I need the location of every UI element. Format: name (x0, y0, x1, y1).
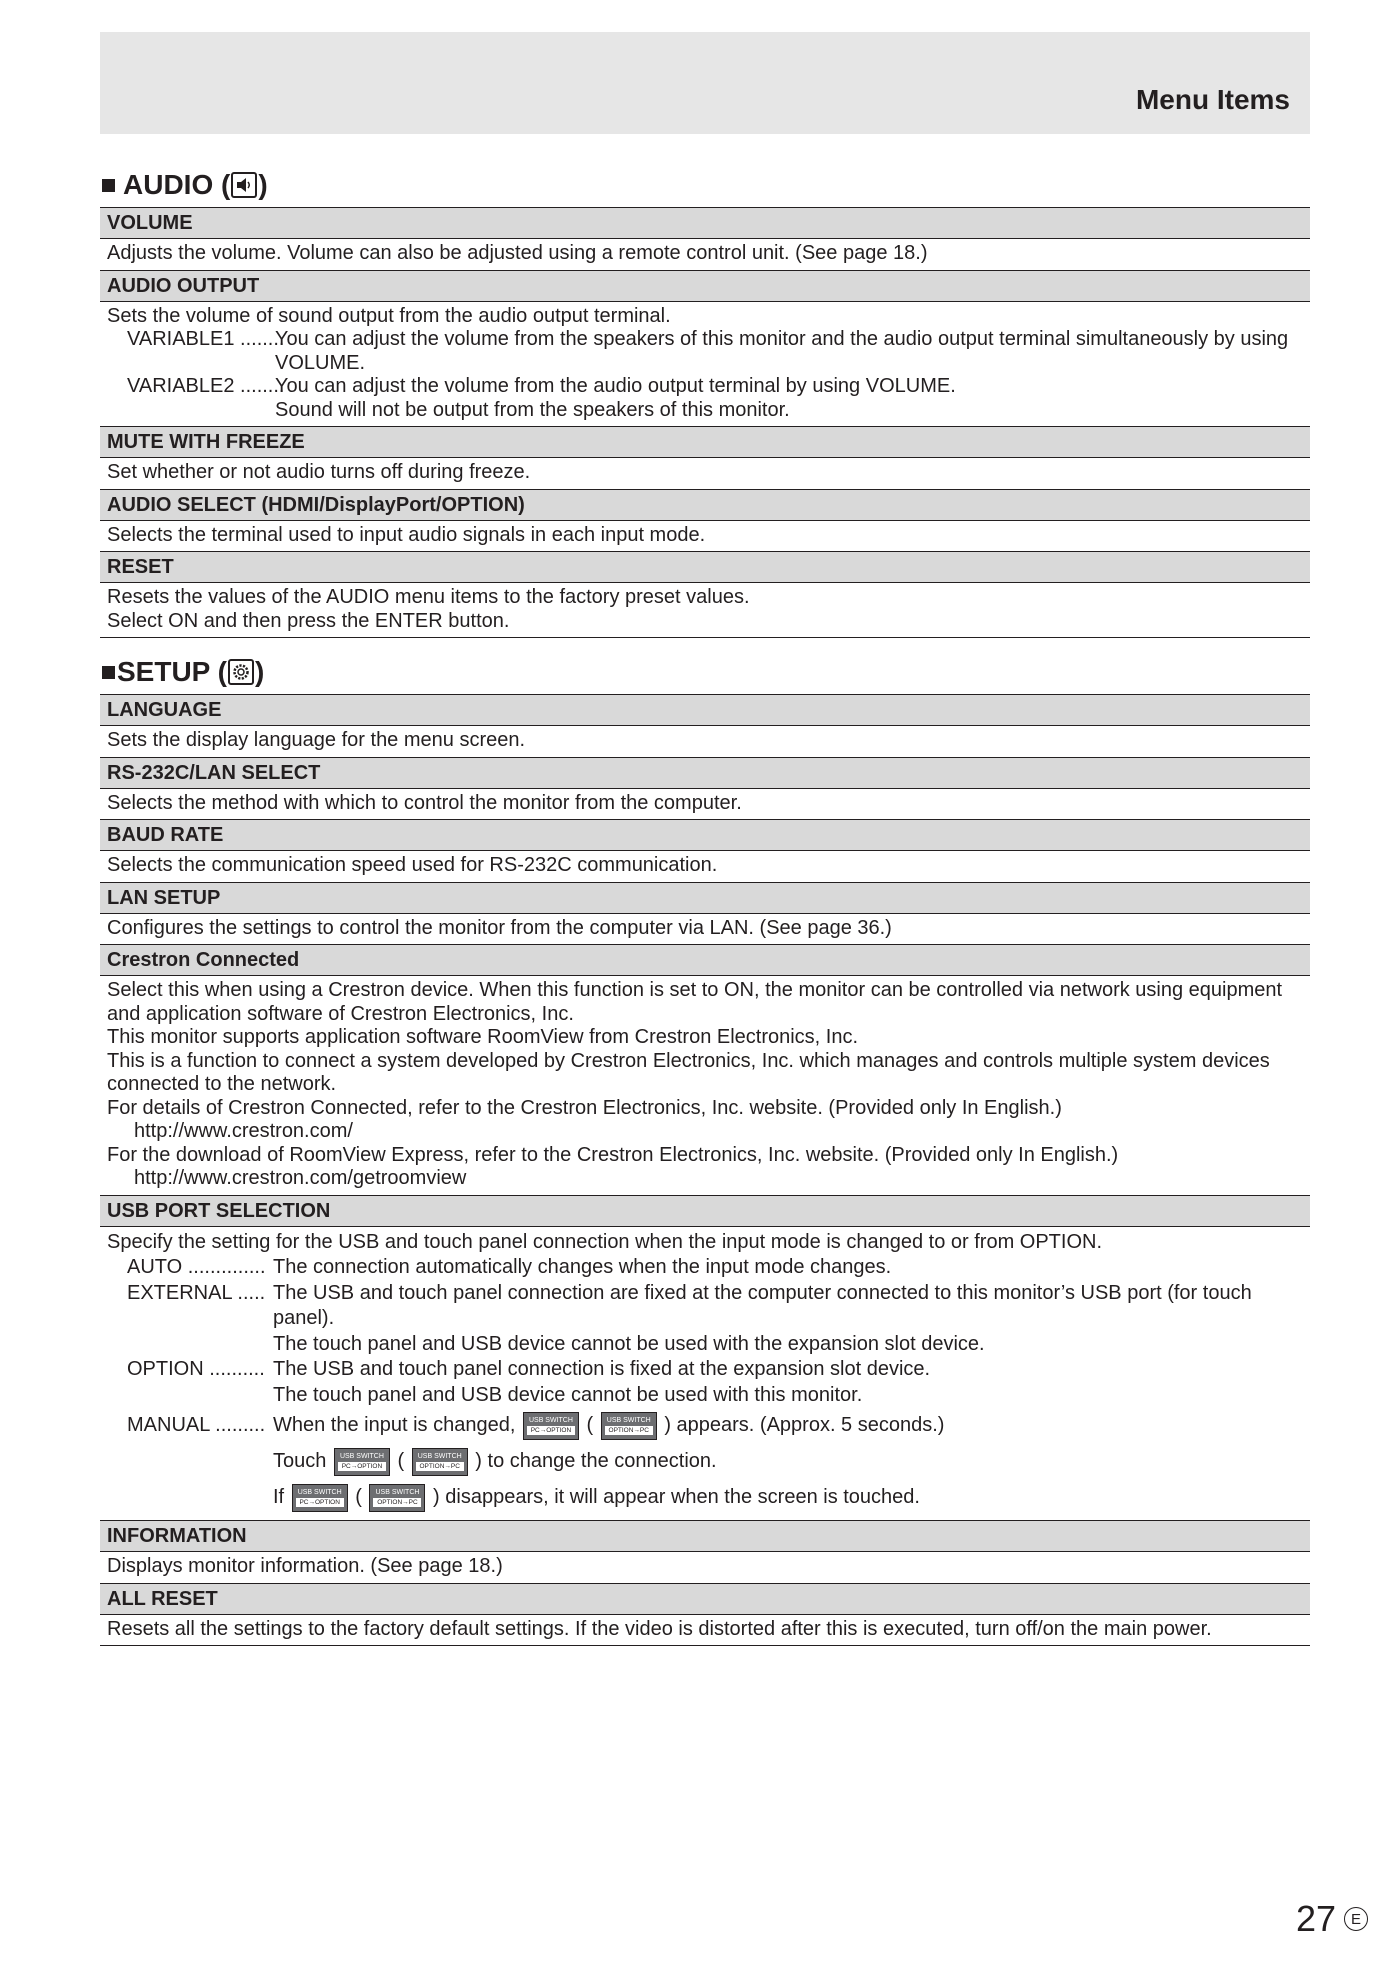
roomview-url-link: http://www.crestron.com/getroomview (134, 1167, 467, 1189)
item-body-rs232c: Selects the method with which to control the monitor from the computer. (100, 788, 1310, 820)
item-head-mute: MUTE WITH FREEZE (100, 426, 1310, 457)
setup-section-title: SETUP ( ) (100, 650, 1310, 694)
item-body-all-reset: Resets all the settings to the factory default settings. If the video is distorted after this is executed, turn off/on the main power. (100, 1614, 1310, 1647)
speaker-icon (231, 172, 257, 198)
setup-section (100, 650, 1310, 1646)
item-body-reset: Resets the values of the AUDIO menu items to the factory preset values. Select ON and then press the ENTER button. (100, 582, 1310, 638)
item-body-language: Sets the display language for the menu screen. (100, 725, 1310, 757)
page-number: 27 E (1296, 1898, 1368, 1940)
usb-switch-option-pc-button: USB SWITCH OPTION→PC (412, 1448, 468, 1476)
item-body-audio-select: Selects the terminal used to input audio signals in each input mode. (100, 520, 1310, 552)
audio-section-title: AUDIO ( ) (100, 163, 1310, 207)
crestron-url-link: http://www.crestron.com/ (134, 1120, 353, 1142)
item-head-audio-select: AUDIO SELECT (HDMI/DisplayPort/OPTION) (100, 489, 1310, 520)
bullet-square-icon (102, 666, 115, 679)
item-head-information: INFORMATION (100, 1520, 1310, 1551)
item-head-audio-output: AUDIO OUTPUT (100, 270, 1310, 301)
item-body-volume: Adjusts the volume. Volume can also be adjusted using a remote control unit. (See page 18.) (100, 238, 1310, 270)
usb-switch-pc-option-button: USB SWITCH PC→OPTION (292, 1484, 348, 1512)
item-body-usb-port: Specify the setting for the USB and touch panel connection when the input mode is changed to or from OPTION. AUTO .............. The connection automatically changes when the input mode changes. EXTERNAL ..... The USB and touch panel connection are fixed at the computer connected to this monitor’s USB port (for touch panel). The touch panel and USB device cannot be used with the expansion slot device. OPTION .......... The USB and touch panel connection is fixed at the expansion slot device. The touch panel and USB device cannot be used with this monitor. MANUAL ......... When the input is changed, USB SWITCH PC→OPTION ( USB SWITCH OPTION→PC ) appears. (Approx. 5 seconds.) Touch USB SWITCH PC→OPTION ( USB SWITCH OPTION→PC ) to change the connection. If USB SWITCH PC→OPTION ( USB SWITCH OPTION→PC ) disappears, it will appear when the screen is touched. (100, 1226, 1310, 1521)
page-title: Menu Items (1135, 84, 1290, 115)
usb-switch-pc-option-button: USB SWITCH PC→OPTION (334, 1448, 390, 1476)
item-body-information: Displays monitor information. (See page 18.) (100, 1551, 1310, 1583)
usb-switch-pc-option-button: USB SWITCH PC→OPTION (523, 1412, 579, 1440)
page-header (100, 32, 1310, 134)
item-head-language: LANGUAGE (100, 694, 1310, 725)
item-body-audio-output: Sets the volume of sound output from the audio output terminal. VARIABLE1 ........ You can adjust the volume from the speakers of this monitor and the audio output terminal simultaneously by using VOLUME. VARIABLE2 ........ You can adjust the volume from the audio output terminal by using VOLUME. Sound will not be output from the speakers of this monitor. (100, 301, 1310, 427)
item-head-lan-setup: LAN SETUP (100, 882, 1310, 913)
language-badge: E (1344, 1907, 1368, 1931)
gear-icon (228, 659, 254, 685)
item-body-lan-setup: Configures the settings to control the monitor from the computer via LAN. (See page 36.) (100, 913, 1310, 945)
item-head-all-reset: ALL RESET (100, 1583, 1310, 1614)
bullet-square-icon (102, 179, 115, 192)
content (100, 163, 1310, 1646)
item-body-baud-rate: Selects the communication speed used for RS-232C communication. (100, 850, 1310, 882)
audio-section (100, 163, 1310, 638)
item-head-baud-rate: BAUD RATE (100, 819, 1310, 850)
item-head-reset: RESET (100, 551, 1310, 582)
item-body-crestron: Select this when using a Crestron device. When this function is set to ON, the monitor can be controlled via network using equipment and application software of Crestron Electronics, Inc. This monitor supports application software RoomView from Crestron Electronics, Inc. This is a function to connect a system developed by Crestron Electronics, Inc. which manages and controls multiple system devices connected to the network. For details of Crestron Connected, refer to the Crestron Electronics, Inc. website. (Provided only In English.) http://www.crestron.com/ For the download of RoomView Express, refer to the Crestron Electronics, Inc. website. (Provided only In English.) http://www.crestron.com/getroomview (100, 975, 1310, 1195)
item-head-crestron: Crestron Connected (100, 944, 1310, 975)
usb-switch-option-pc-button: USB SWITCH OPTION→PC (369, 1484, 425, 1512)
usb-switch-option-pc-button: USB SWITCH OPTION→PC (601, 1412, 657, 1440)
item-body-mute: Set whether or not audio turns off during freeze. (100, 457, 1310, 489)
item-head-volume: VOLUME (100, 207, 1310, 238)
item-head-rs232c: RS-232C/LAN SELECT (100, 757, 1310, 788)
item-head-usb-port: USB PORT SELECTION (100, 1195, 1310, 1226)
